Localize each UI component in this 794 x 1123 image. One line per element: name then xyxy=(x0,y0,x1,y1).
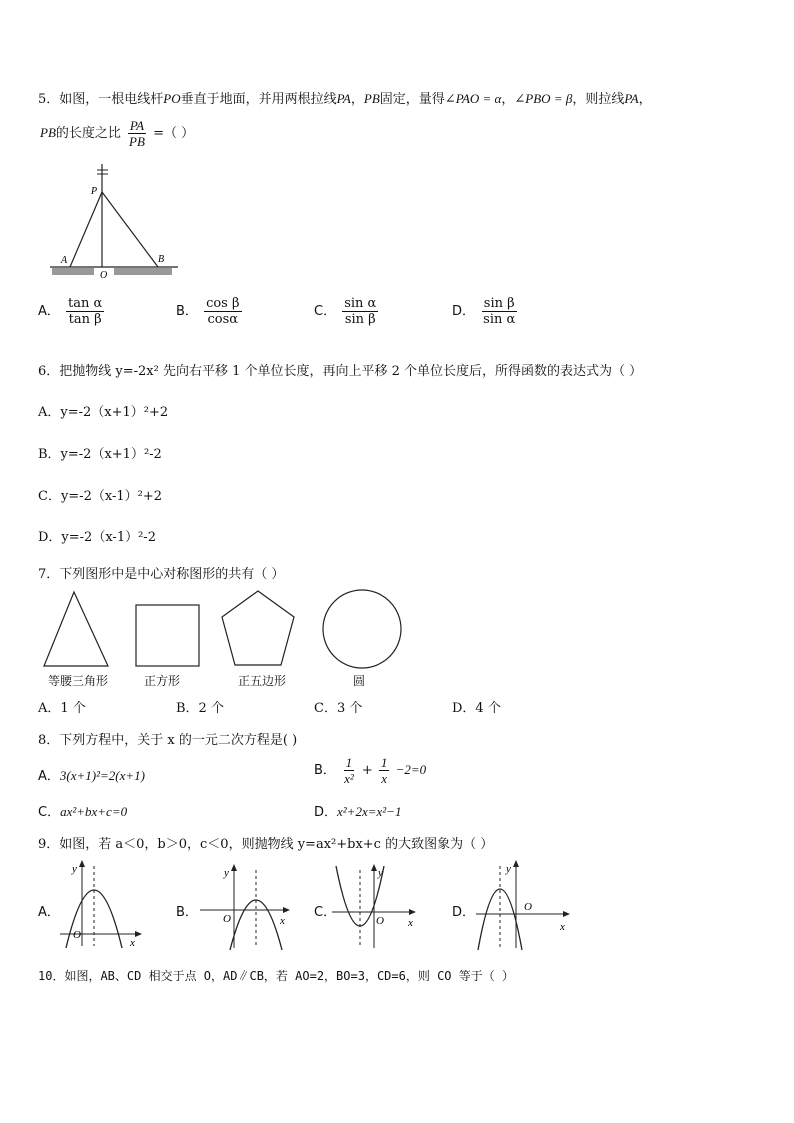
label-A: A xyxy=(61,255,68,266)
x-label: x xyxy=(130,937,135,948)
y-label: y xyxy=(506,863,511,875)
circle-shape xyxy=(323,590,401,668)
q7-stem: 7．下列图形中是中心对称图形的共有（ ） xyxy=(38,567,285,582)
q6-stem: 6．把抛物线 y=-2x² 先向右平移 1 个单位长度，再向上平移 2 个单位长度后，所得函数的表达式为（ ） xyxy=(38,364,643,379)
label-square: 正方形 xyxy=(144,674,181,688)
label-O: O xyxy=(100,270,108,280)
q7-option-d[interactable]: D．4 个 xyxy=(452,701,501,716)
y-arrow-icon xyxy=(79,860,85,867)
x-label: x xyxy=(560,921,565,933)
y-label: y xyxy=(72,863,77,875)
q9-option-b-label[interactable]: B． xyxy=(176,905,198,920)
q7-option-c[interactable]: C．3 个 xyxy=(314,701,363,716)
x-arrow-icon xyxy=(563,911,570,917)
q8-stem: 8．下列方程中，关于 x 的一元二次方程是( ) xyxy=(38,733,298,748)
q6-option-b[interactable]: B．y=-2（x+1）²-2 xyxy=(38,447,162,462)
q7-option-a[interactable]: A．1 个 xyxy=(38,701,86,716)
x-label: x xyxy=(408,917,413,929)
q9-graph-a[interactable] xyxy=(58,858,142,948)
q7-shapes-figure xyxy=(40,588,420,672)
q9-stem: 9．如图，若 a＜0，b＞0，c＜0，则抛物线 y=ax²+bx+c 的大致图象为（ ） xyxy=(38,837,494,852)
q5-pole-figure xyxy=(44,164,184,280)
y-label: y xyxy=(378,867,383,879)
label-pentagon: 正五边形 xyxy=(238,674,287,688)
y-arrow-icon xyxy=(513,860,519,867)
q8-option-c[interactable]: C．ax²+bx+c=0 xyxy=(38,804,128,820)
q10-stem: 10．如图，AB、CD 相交于点 O，AD∥CB，若 AO=2，BO=3，CD=6，则 CO 等于（ ） xyxy=(38,969,514,983)
origin-label: O xyxy=(376,915,384,927)
isosceles-triangle-shape xyxy=(44,592,108,666)
y-label: y xyxy=(224,867,229,879)
x-label: x xyxy=(280,915,285,927)
q9-option-c-label[interactable]: C． xyxy=(314,905,337,920)
q6-option-a[interactable]: A．y=-2（x+1）²+2 xyxy=(38,405,169,420)
q5-option-a[interactable]: A． $\frac{\text{tan α}}{\text{tan β}}$ xyxy=(38,296,103,327)
q8-option-d[interactable]: D．x²+2x=x²−1 xyxy=(314,804,402,820)
q8-option-a[interactable]: A．3(x+1)²=2(x+1) xyxy=(38,768,145,784)
ground-left xyxy=(52,268,94,275)
q5-option-d[interactable]: D． $\frac{\text{sin β}}{\text{sin α}}$ xyxy=(452,296,516,327)
q6-option-c[interactable]: C．y=-2（x-1）²+2 xyxy=(38,489,162,504)
label-isosceles-triangle: 等腰三角形 xyxy=(48,674,109,688)
q5-stem-line2: PB的长度之比 $\frac{PA}{PB}$ =（ ） xyxy=(40,118,195,149)
q8-option-b[interactable]: B． $\frac{1}{\text{x²}}$ + $\frac{1}{x}$ −2=0 xyxy=(314,755,427,786)
label-circle: 圆 xyxy=(353,674,366,688)
q5-option-c[interactable]: C． $\frac{\text{sin α}}{\text{sin β}}$ xyxy=(314,296,377,327)
q9-option-d-label[interactable]: D． xyxy=(452,905,476,920)
y-arrow-icon xyxy=(371,864,377,871)
label-B: B xyxy=(158,254,165,265)
ground-right xyxy=(114,268,172,275)
origin-label: O xyxy=(524,901,532,913)
wire-PA xyxy=(70,192,102,267)
q9-graph-b[interactable] xyxy=(198,862,294,950)
x-arrow-icon xyxy=(283,907,290,913)
x-arrow-icon xyxy=(409,909,416,915)
origin-label: O xyxy=(223,913,231,925)
q9-graph-c[interactable] xyxy=(330,862,420,950)
q5-stem-line1: 5．如图，一根电线杆PO垂直于地面，并用两根拉线PA，PB固定，量得∠PAO = α，∠PBO = β，则拉线PA， xyxy=(38,91,652,107)
label-P: P xyxy=(91,186,98,197)
wire-PB xyxy=(102,192,158,267)
y-arrow-icon xyxy=(231,864,237,871)
origin-label: O xyxy=(73,929,81,941)
q5-option-b[interactable]: B． $\frac{\text{cos β}}{\cos\alpha}$ xyxy=(176,296,240,327)
x-arrow-icon xyxy=(135,931,142,937)
q6-option-d[interactable]: D．y=-2（x-1）²-2 xyxy=(38,530,156,545)
q9-option-a-label[interactable]: A． xyxy=(38,905,60,920)
regular-pentagon-shape xyxy=(222,591,294,665)
q5-ratio-fraction: $\frac{PA}{PB}$ xyxy=(129,118,145,149)
q9-graph-d[interactable] xyxy=(474,858,574,950)
q7-option-b[interactable]: B．2 个 xyxy=(176,701,224,716)
square-shape xyxy=(136,605,199,666)
